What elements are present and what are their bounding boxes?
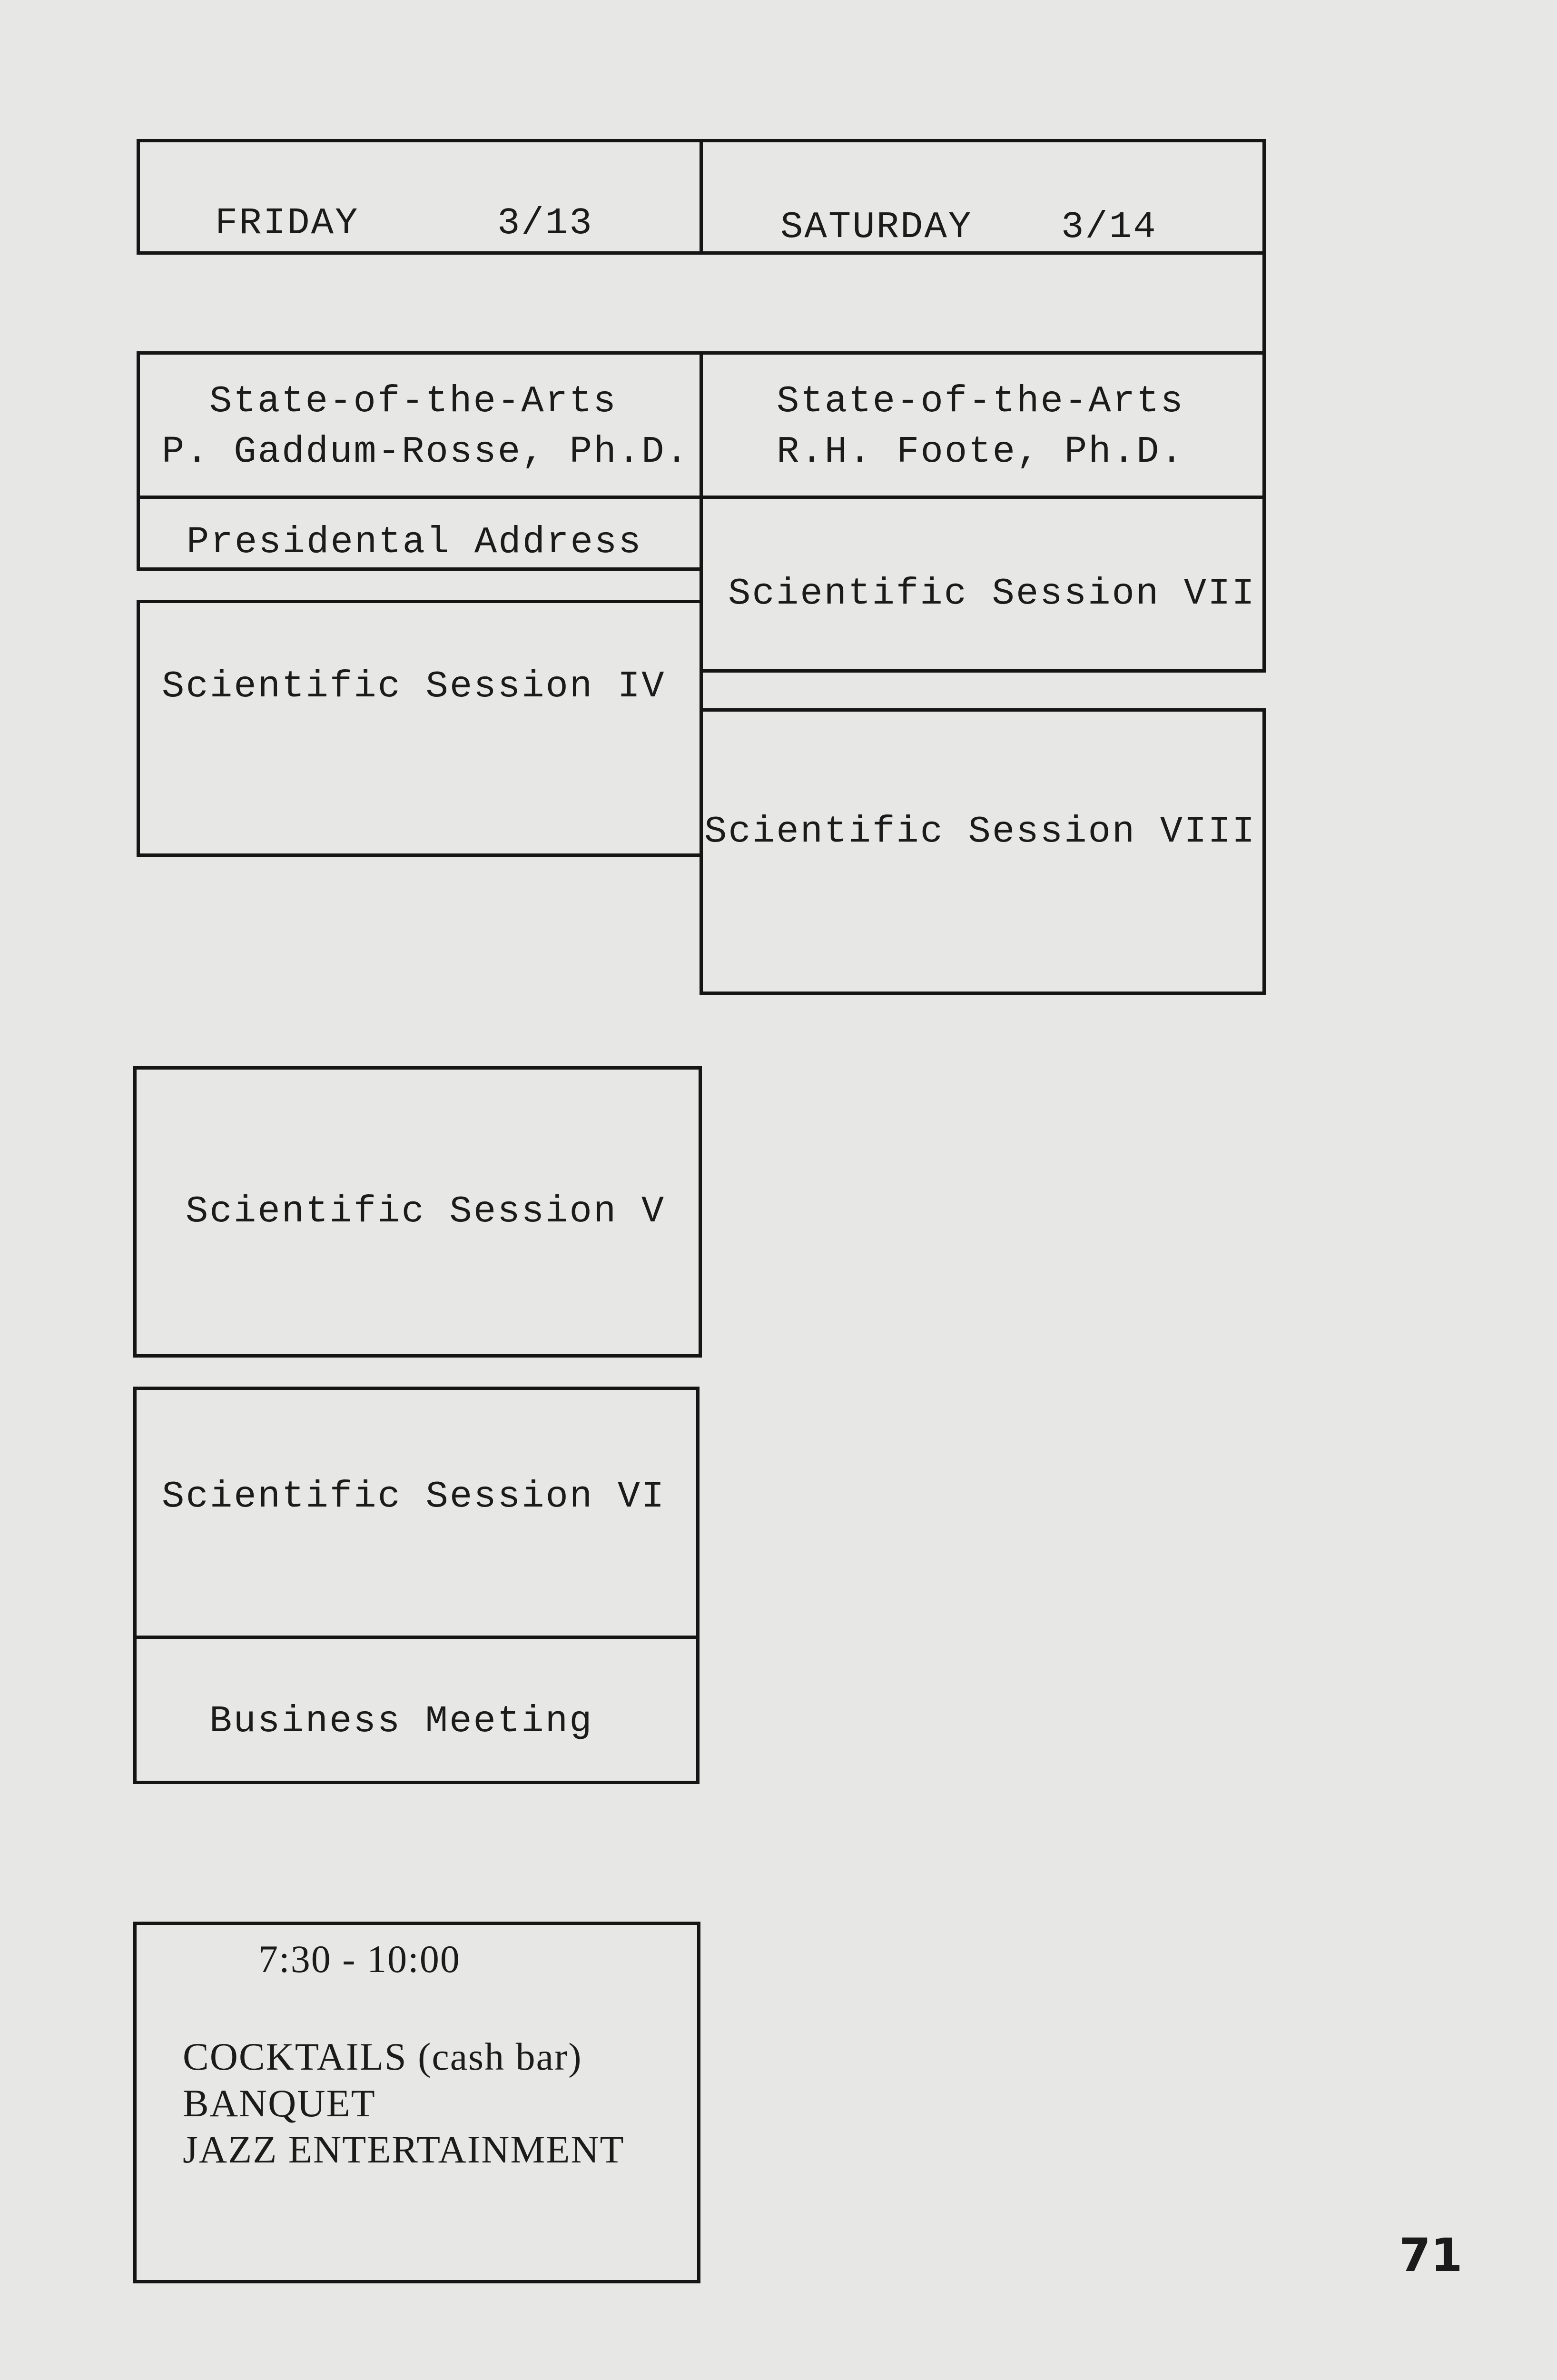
saturday-date: 3/14	[1061, 206, 1157, 248]
saturday-label: SATURDAY	[780, 206, 973, 248]
saturday-state-of-arts-title: State-of-the-Arts	[777, 380, 1184, 423]
friday-state-of-arts-title: State-of-the-Arts	[209, 380, 617, 423]
friday-label: FRIDAY	[215, 202, 359, 245]
session-iv: Scientific Session IV	[162, 665, 666, 708]
session-v: Scientific Session V	[186, 1190, 666, 1233]
friday-date: 3/13	[497, 202, 593, 245]
presidential-address: Presidental Address	[187, 521, 642, 564]
evening-line-banquet: BANQUET	[183, 2082, 376, 2125]
saturday-state-of-arts-box	[700, 351, 1266, 499]
friday-state-of-arts-box	[137, 351, 703, 499]
evening-line-cocktails: COCKTAILS (cash bar)	[183, 2035, 582, 2078]
evening-time: 7:30 - 10:00	[258, 1937, 461, 1981]
session-vii: Scientific Session VII	[728, 572, 1256, 615]
friday-state-of-arts-speaker: P. Gaddum-Rosse, Ph.D.	[162, 430, 690, 473]
page-number: 71	[1399, 2229, 1463, 2282]
evening-line-jazz: JAZZ ENTERTAINMENT	[183, 2128, 625, 2171]
saturday-state-of-arts-speaker: R.H. Foote, Ph.D.	[777, 430, 1184, 473]
business-meeting: Business Meeting	[209, 1700, 593, 1743]
session-vi: Scientific Session VI	[162, 1475, 666, 1518]
saturday-right-connector	[1262, 252, 1266, 355]
session-viii: Scientific Session VIII	[704, 810, 1256, 853]
session-iv-box	[137, 600, 703, 857]
